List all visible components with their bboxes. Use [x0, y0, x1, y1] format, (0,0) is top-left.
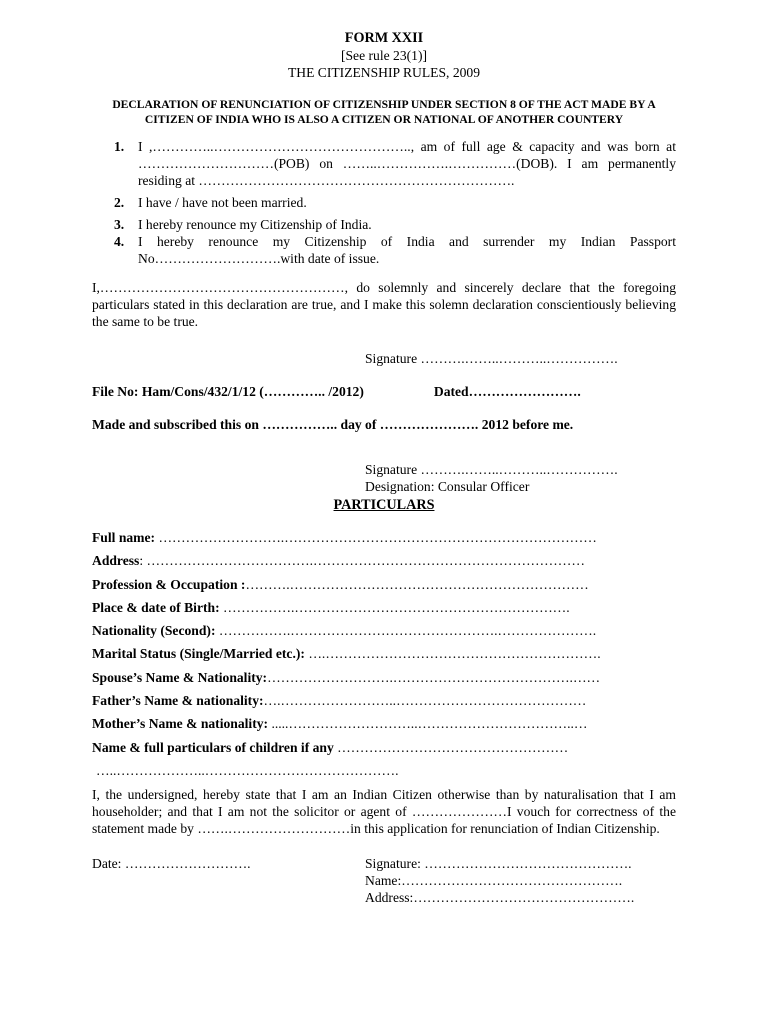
declaration-items — [92, 138, 676, 267]
footer-signature: Signature: ………………………………………. — [365, 855, 632, 871]
field-label: Spouse’s Name & Nationality: — [92, 669, 268, 685]
list-item — [92, 138, 676, 189]
footer-address: Address:…………………………………………. — [365, 889, 635, 905]
particulars-row-birth — [92, 599, 676, 622]
item-text: I ,…………..…………………………………….., am of full age & capacity and was born at …………………………(POB) on ……..…………….……………(DOB). I am permanently residing at ……………………………………………………………. — [138, 139, 676, 188]
officer-signature-block — [365, 461, 676, 495]
particulars-row-nationality — [92, 622, 676, 645]
list-item — [92, 194, 676, 211]
field-label: Nationality (Second): — [92, 623, 216, 639]
item-number: 1. — [114, 139, 125, 154]
form-page — [92, 30, 676, 915]
field-blank: ….……………………..…………………………………… — [263, 693, 587, 709]
list-item — [92, 233, 676, 267]
field-blank: …………….……………………………………….…………………. — [215, 623, 597, 639]
declaration-title: DECLARATION OF RENUNCIATION OF CITIZENSHIP UNDER SECTION 8 OF THE ACT MADE BY A CITIZEN OF INDIA WHO IS ALSO A CITIZEN OR NATIONAL OF ANOTHER COUNTERY — [112, 98, 656, 126]
made-subscribed-line: Made and subscribed this on …………….. day of …………………. 2012 before me. — [92, 417, 574, 432]
field-label: Full name: — [92, 530, 156, 545]
item-text: I hereby renounce my Citizenship of India and surrender my Indian Passport No……………………….with date of issue. — [138, 234, 676, 266]
solemn-declaration: I,………………………………………………, do solemnly and sincerely declare that the foregoing particulars stated in this declaration are true, and I make this solemn declaration conscientiously believing the same to be true. — [92, 280, 676, 329]
field-label: Father’s Name & nationality: — [92, 693, 264, 709]
particulars-row-father — [92, 692, 676, 715]
officer-signature-line: Signature ……….……..………..……………. — [365, 462, 618, 477]
item-number: 4. — [114, 234, 125, 249]
rules-name: THE CITIZENSHIP RULES, 2009 — [287, 65, 481, 80]
applicant-signature-line: Signature ……….……..………..……………. — [365, 351, 618, 366]
form-header — [92, 30, 676, 127]
field-label: Mother’s Name & nationality: — [92, 716, 269, 732]
children-continuation-line: …..………………..……………………………………. — [96, 762, 399, 778]
field-blank: ….……………………………………………………. — [304, 646, 601, 662]
file-number-row — [92, 383, 676, 400]
field-label: Name & full particulars of children if any — [92, 739, 334, 755]
field-label: Place & date of Birth: — [92, 599, 220, 615]
item-text: I have / have not been married. — [138, 195, 307, 210]
footer-block — [92, 855, 676, 915]
field-blank: : ……………………………….…………………………………………………… — [139, 553, 585, 569]
footer-date: Date: ………………………. — [92, 855, 251, 871]
particulars-row-full-name — [92, 529, 676, 552]
particulars-row-marital-status — [92, 645, 676, 668]
particulars-list — [92, 529, 676, 782]
officer-designation: Designation: Consular Officer — [365, 479, 530, 494]
particulars-row-children — [92, 739, 676, 762]
item-number: 2. — [114, 195, 125, 210]
field-blank: …………………………………………… — [333, 739, 569, 755]
particulars-row-address — [92, 552, 676, 575]
footer-name: Name:…………………………………………. — [365, 872, 623, 888]
final-statement: I, the undersigned, hereby state that I am an Indian Citizen otherwise than by naturalisation that I am householder; and that I am not the solicitor or agent of …………………I vouch for correctness of the statement made by …….………………………in this application for renunciation of Indian Citizenship. — [92, 786, 676, 836]
field-blank: .....………………………..……………………………..… — [268, 716, 588, 732]
item-text: I hereby renounce my Citizenship of India. — [138, 217, 372, 232]
field-blank: …………….……………………………………………………. — [219, 599, 570, 615]
particulars-heading: PARTICULARS — [333, 497, 435, 513]
particulars-row-profession — [92, 576, 676, 599]
field-label: Address — [92, 553, 140, 569]
form-title: FORM XXII — [344, 30, 424, 46]
item-number: 3. — [114, 217, 125, 232]
list-item — [92, 216, 676, 233]
particulars-row-mother — [92, 715, 676, 738]
dated-field: Dated……………………. — [433, 384, 581, 399]
field-blank: ……………………….………………………………….…… — [267, 669, 601, 685]
field-blank: ……….………………………………………………………… — [245, 576, 589, 592]
field-label: Marital Status (Single/Married etc.): — [92, 646, 305, 662]
rule-reference: [See rule 23(1)] — [340, 48, 428, 63]
footer-signature-block — [365, 855, 634, 906]
field-blank: ……………………….…………………………………………………………… — [155, 530, 597, 545]
file-number: File No: Ham/Cons/432/1/12 (………….. /2012) — [92, 384, 364, 399]
particulars-row-spouse — [92, 669, 676, 692]
field-label: Profession & Occupation : — [92, 576, 246, 592]
